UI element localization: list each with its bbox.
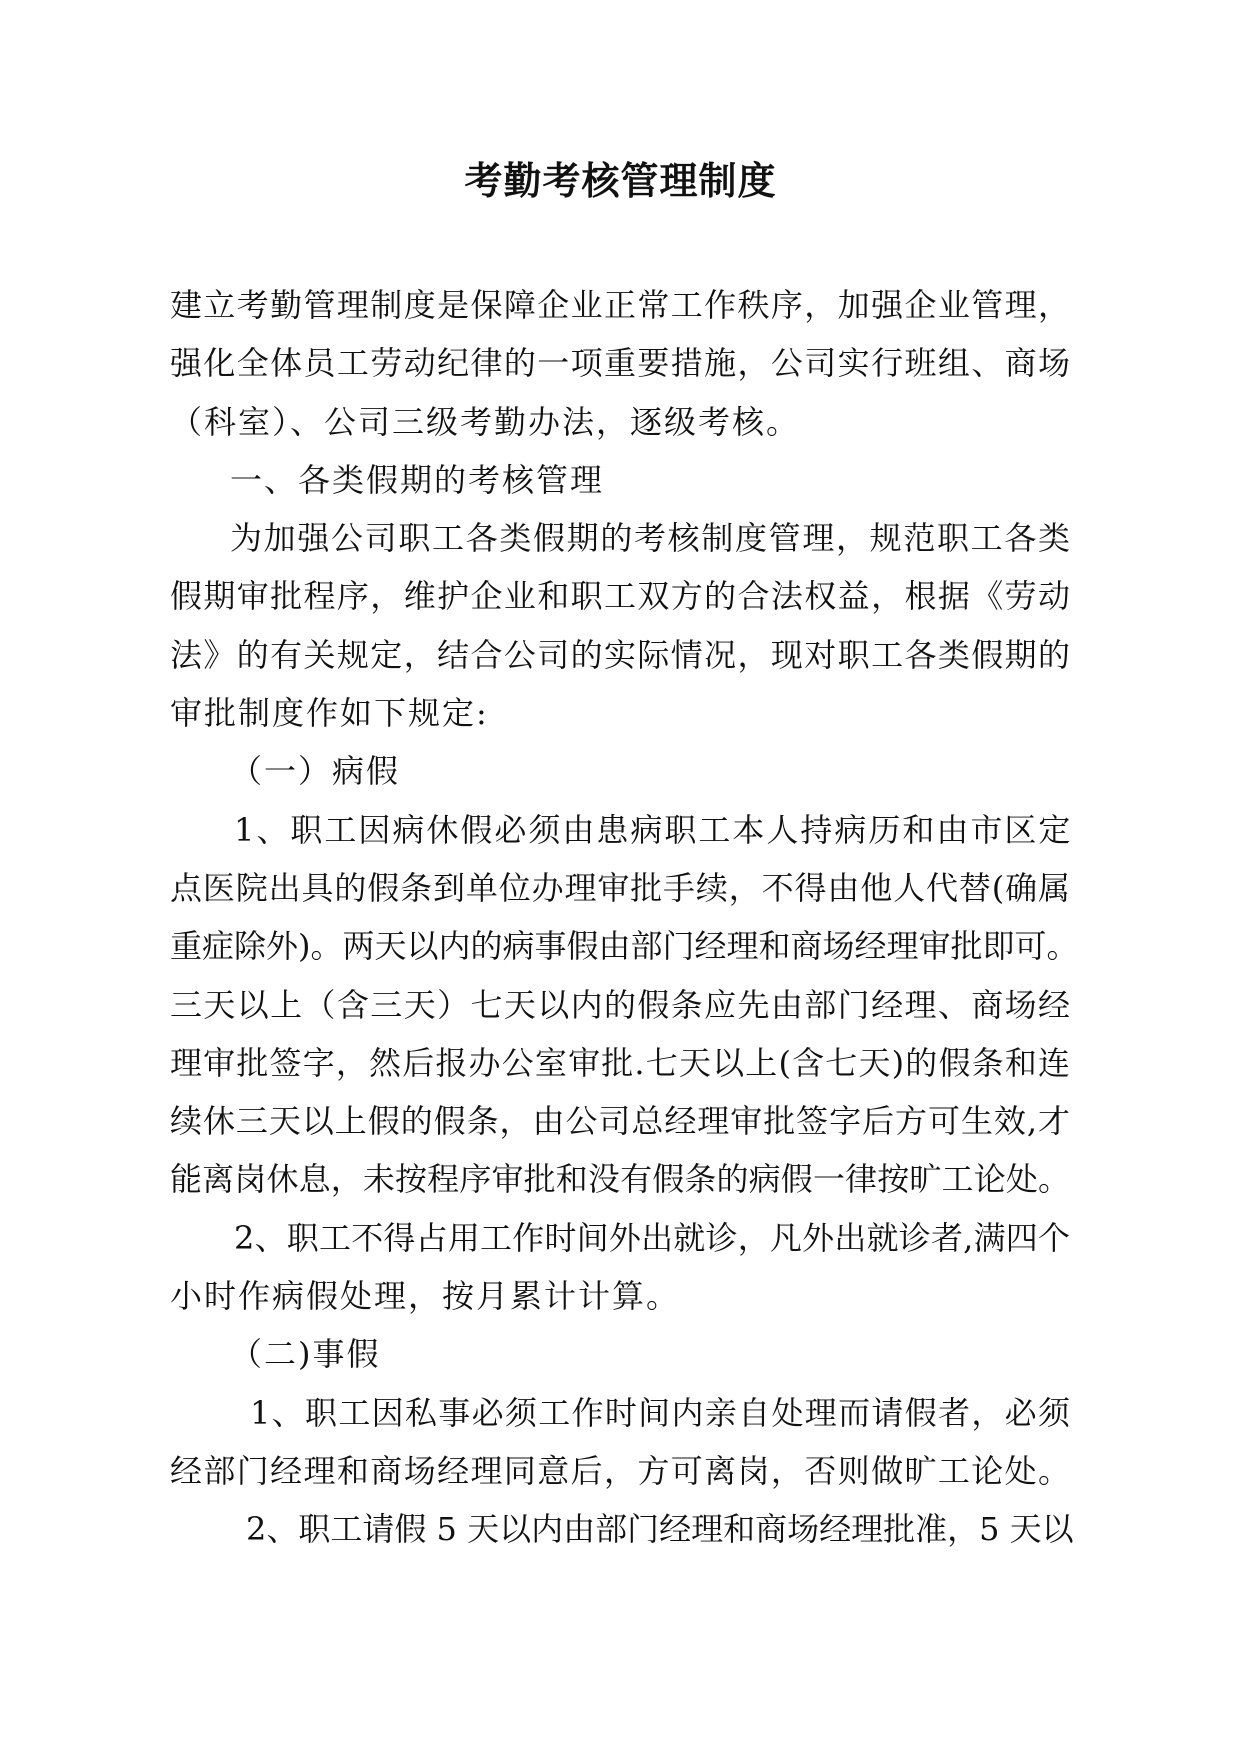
paragraph-line: 2、职工不得占用工作时间外出就诊，凡外出就诊者,满四个 (234, 1218, 1070, 1257)
paragraph-line: 理审批签字，然后报办公室审批.七天以上(含七天)的假条和连 (170, 1043, 1070, 1082)
paragraph-line: 假期审批程序，维护企业和职工双方的合法权益，根据《劳动 (170, 577, 1070, 616)
paragraph-line: 强化全体员工劳动纪律的一项重要措施，公司实行班组、商场 (170, 344, 1070, 383)
paragraph-line: （科室）、公司三级考勤办法，逐级考核。 (170, 402, 801, 441)
paragraph-line: 重症除外)。两天以内的病事假由部门经理和商场经理审批即可。 (170, 927, 1079, 966)
subsection-heading: （二)事假 (230, 1335, 381, 1374)
paragraph-line: 小时作病假处理，按月累计计算。 (170, 1277, 681, 1316)
paragraph-line: 续休三天以上假的假条，由公司总经理审批签字后方可生效,才 (170, 1102, 1070, 1141)
paragraph-line: 点医院出具的假条到单位办理审批手续，不得由他人代替(确属 (170, 868, 1070, 907)
paragraph-line: 法》的有关规定，结合公司的实际情况，现对职工各类假期的 (170, 635, 1070, 674)
paragraph-line: 2、职工请假 5 天以内由部门经理和商场经理批准，5 天以 (246, 1510, 1074, 1549)
paragraph-line: 经部门经理和商场经理同意后，方可离岗，否则做旷工论处。 (170, 1451, 1070, 1490)
paragraph-line: 1、职工因私事必须工作时间内亲自处理而请假者，必须 (250, 1393, 1070, 1432)
section-heading: 一、各类假期的考核管理 (230, 460, 605, 499)
paragraph-line: 审批制度作如下规定: (170, 694, 489, 733)
paragraph-line: 为加强公司职工各类假期的考核制度管理，规范职工各类 (230, 519, 1070, 558)
paragraph-line: 能离岗休息，未按程序审批和没有假条的病假一律按旷工论处。 (170, 1160, 1070, 1199)
paragraph-line: 1、职工因病休假必须由患病职工本人持病历和由市区定 (234, 810, 1073, 849)
document-title: 考勤考核管理制度 (464, 158, 777, 203)
subsection-heading: （一）病假 (230, 752, 401, 791)
paragraph-line: 建立考勤管理制度是保障企业正常工作秩序，加强企业管理， (170, 286, 1070, 324)
paragraph-line: 三天以上（含三天）七天以内的假条应先由部门经理、商场经 (170, 985, 1070, 1024)
document-body (170, 276, 1079, 1559)
